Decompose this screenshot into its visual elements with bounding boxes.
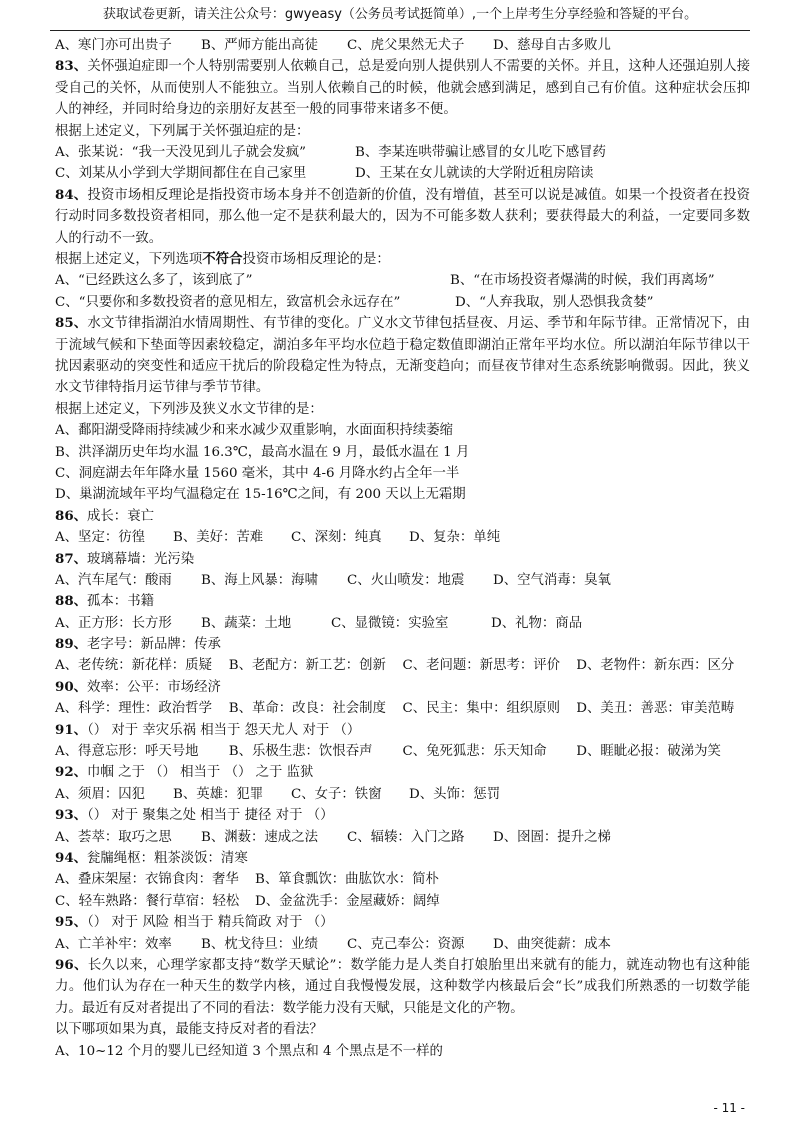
question-number: 95、 — [55, 914, 88, 931]
option-c: C、虎父果然无犬子 — [347, 38, 465, 53]
text-segment: 投资市场相反理论的是： — [242, 252, 390, 267]
question-paragraph — [55, 185, 750, 249]
option-c: C、深刻：纯真 — [291, 530, 382, 546]
option-a: A、荟萃：取巧之思 — [55, 829, 172, 845]
question-stem — [55, 720, 750, 741]
option-row — [55, 570, 750, 591]
question-number: 92、 — [55, 764, 88, 781]
question-paragraph — [55, 56, 750, 120]
question-stem — [55, 506, 750, 527]
option-c: C、民主：集中：组织原则 — [402, 701, 561, 717]
option-d: D、囹圄：提升之梯 — [493, 829, 611, 845]
option-b: B、枕戈待旦：业绩 — [201, 936, 318, 952]
option-b: B、乐极生悲：饮恨吞声 — [228, 744, 373, 760]
question-stem — [55, 912, 750, 933]
option-b: B、“在市场投资者爆满的时候，我们再离场” — [450, 273, 715, 289]
option-c: C、克己奉公：资源 — [347, 936, 465, 952]
question-number: 86、 — [55, 507, 88, 524]
option-c: C、兔死狐悲：乐天知命 — [402, 744, 547, 760]
question-text: 老字号：新品牌：传承 — [87, 637, 221, 653]
option-row — [55, 827, 750, 848]
question-text: 成长：衰亡 — [87, 508, 154, 524]
option-a: A、张某说：“我一天没见到儿子就会发疯” — [55, 145, 307, 160]
option-row — [55, 613, 750, 634]
text-line: C、洞庭湖去年年降水量 1560 毫米，其中 4-6 月降水约占全年一半 — [55, 465, 460, 481]
header-text: 获取试卷更新，请关注公众号：gwyeasy（公务员考试挺简单）,一个上岸考生分享经验和答疑的平台。 — [102, 7, 698, 22]
document-body — [55, 35, 750, 1062]
option-b: B、美好：苦难 — [173, 530, 264, 546]
text-line: A、10~12 个月的婴儿已经知道 3 个黑点和 4 个黑点是不一样的 — [55, 1043, 443, 1059]
option-b: B、严师方能出高徒 — [201, 38, 318, 53]
question-stem — [55, 634, 750, 655]
option-b: D、“人弃我取，别人恐惧我贪婪” — [455, 294, 654, 310]
question-text: （） 对于 幸灾乐祸 相当于 怨天尤人 对于 （） — [87, 722, 361, 738]
option-c: C、显微镜：实验室 — [331, 615, 449, 631]
option-row — [55, 292, 750, 313]
option-row — [55, 741, 750, 762]
option-row — [55, 142, 750, 163]
question-stem — [55, 549, 750, 570]
question-number: 90、 — [55, 678, 88, 695]
question-paragraph — [55, 955, 750, 1019]
option-b: B、蔬菜：土地 — [201, 615, 292, 631]
option-row — [55, 934, 750, 955]
option-row — [55, 270, 750, 291]
option-row — [55, 784, 750, 805]
question-number: 88、 — [55, 593, 88, 610]
option-a: A、老传统：新花样：质疑 — [55, 658, 212, 674]
option-d: D、复杂：单纯 — [409, 530, 501, 546]
text-line: 以下哪项如果为真，最能支持反对者的看法？ — [55, 1022, 323, 1038]
question-text: 效率：公平：市场经济 — [87, 679, 221, 695]
option-row — [55, 869, 750, 890]
question-number: 89、 — [55, 636, 88, 653]
option-c: C、辐辏：入门之路 — [347, 829, 465, 845]
question-number: 85、 — [55, 315, 88, 332]
option-b: D、王某在女儿就读的大学附近租房陪读 — [355, 166, 594, 182]
option-d: D、睚眦必报：破涕为笑 — [576, 744, 721, 760]
option-a: A、“已经跌这么多了，该到底了” — [55, 273, 253, 289]
question-stem — [55, 762, 750, 783]
question-number: 83、 — [55, 58, 88, 75]
option-c: C、女子：铁窗 — [291, 786, 382, 802]
option-d: D、美丑：善恶：审美范畴 — [576, 701, 735, 717]
option-b: B、老配方：新工艺：创新 — [228, 658, 386, 674]
option-b: B、箪食瓢饮：曲肱饮水：简朴 — [255, 872, 439, 888]
page-header — [0, 0, 800, 30]
option-row — [55, 655, 750, 676]
question-text: （） 对于 聚集之处 相当于 捷径 对于 （） — [87, 808, 334, 824]
option-row — [55, 163, 750, 184]
text-line: D、巢湖流域年平均气温稳定在 15-16℃之间，有 200 天以上无霜期 — [55, 487, 466, 503]
option-a: A、寒门亦可出贵子 — [55, 38, 172, 53]
option-a: C、刘某从小学到大学期间都住在自己家里 — [55, 166, 307, 182]
option-d: D、慈母自古多败儿 — [493, 38, 611, 53]
question-text: 关怀强迫症即一个人特别需要别人依赖自己，总是爱向别人提供别人不需要的关怀。并且，这种人还强迫别人接受自己的关怀，从而使别人不能独立。当别人依赖自己的时候，他就会感到满足，感到自己有价值。这种症状会压抑人的神经，并同时给身边的亲朋好友甚至一般的同事带来诸多不便。 — [55, 59, 750, 118]
option-d: D、头饰：惩罚 — [409, 786, 501, 802]
option-a: C、“只要你和多数投资者的意见相左，致富机会永远存在” — [55, 294, 401, 310]
question-number: 87、 — [55, 550, 88, 567]
question-text: （） 对于 风险 相当于 精兵简政 对于 （） — [87, 915, 334, 931]
question-text: 长久以来，心理学家都支持“数学天赋论”：数学能力是人类自打娘胎里出来就有的能力，就连动物也有这种能力。他们认为存在一种天生的数学内核，通过自我慢慢发展，这种数学内核最后会“长”成我们所熟悉的一切数学能力。最近有反对者提出了不同的看法：数学能力没有天赋，只能是文化的产物。 — [55, 957, 750, 1016]
option-d: D、老物件：新东西：区分 — [576, 658, 735, 674]
question-text: 瓮牖绳枢：粗茶淡饭：清寒 — [87, 851, 248, 866]
question-text: 巾帼 之于 （） 相当于 （） 之于 监狱 — [87, 765, 314, 781]
option-row — [55, 35, 750, 56]
option-row — [55, 891, 750, 912]
option-b: B、海上风暴：海啸 — [201, 572, 318, 588]
header-rule — [50, 30, 750, 31]
question-stem — [55, 848, 750, 869]
option-d: D、空气消毒：臭氧 — [493, 572, 611, 588]
option-a: A、叠床架屋：衣锦食肉：奢华 — [55, 872, 239, 888]
text-line — [55, 249, 750, 270]
question-text: 投资市场相反理论是指投资市场本身并不创造新的价值，没有增值，甚至可以说是减值。如果一个投资者在投资行动时同多数投资者相同，那么他一定不是获利最大的，因为不可能多数人获利；要获得最大的利益，一定要同多数人的行动不一致。 — [55, 187, 750, 246]
text-line: B、洪泽湖历史年均水温 16.3℃，最高水温在 9 月，最低水温在 1 月 — [55, 444, 470, 460]
question-text: 孤本：书籍 — [87, 594, 154, 610]
option-b: B、英雄：犯罪 — [173, 786, 264, 802]
question-text: 水文节律指湖泊水情周期性、有节律的变化。广义水文节律包括昼夜、月运、季节和年际节律。正常情况下，由于流域气候和下垫面等因素较稳定，湖泊多年平均水位趋于稳定数值即湖泊正常年平均水位。所以湖泊年际节律以干扰因素驱动的突变性和适应干扰后的阶段稳定性为特点，无渐变趋向；而昼夜节律对生态系统影响微弱。因此，狭义水文节律特指月运节律与季节节律。 — [55, 316, 750, 396]
option-row — [55, 527, 750, 548]
text-line: 根据上述定义，下列属于关怀强迫症的是： — [55, 123, 310, 139]
question-number: 94、 — [55, 850, 88, 866]
option-a: A、汽车尾气：酸雨 — [55, 572, 172, 588]
option-b: B、革命：改良：社会制度 — [228, 701, 386, 717]
option-d: D、曲突徙薪：成本 — [493, 936, 611, 952]
question-paragraph — [55, 313, 750, 399]
option-a: A、须眉：囚犯 — [55, 786, 146, 802]
question-number: 91、 — [55, 721, 88, 738]
question-stem — [55, 677, 750, 698]
option-row — [55, 698, 750, 719]
question-stem — [55, 805, 750, 826]
question-number: 84、 — [55, 186, 88, 203]
option-b: B、渊薮：速成之法 — [201, 829, 318, 845]
option-c: C、火山喷发：地震 — [347, 572, 465, 588]
question-text: 玻璃幕墙：光污染 — [87, 551, 195, 567]
question-number: 93、 — [55, 807, 88, 824]
option-a: A、正方形：长方形 — [55, 615, 172, 631]
option-a: A、得意忘形：呼天号地 — [55, 744, 199, 760]
option-b: B、李某连哄带骗让感冒的女儿吃下感冒药 — [355, 145, 606, 160]
option-c: C、老问题：新思考：评价 — [402, 658, 561, 674]
option-b: D、金盆洗手：金屋藏娇：阔绰 — [255, 893, 440, 909]
text-segment: 根据上述定义，下列选项 — [55, 252, 203, 267]
text-line: 根据上述定义，下列涉及狭义水文节律的是： — [55, 401, 323, 417]
option-a: A、科学：理性：政治哲学 — [55, 701, 212, 717]
emphasis-text: 不符合 — [202, 251, 243, 267]
option-a: A、坚定：彷徨 — [55, 530, 146, 546]
text-line: A、鄱阳湖受降雨持续减少和来水减少双重影响，水面面积持续萎缩 — [55, 423, 453, 439]
page-number: - 11 - — [713, 1101, 745, 1115]
question-stem — [55, 591, 750, 612]
option-a: C、轻车熟路：餐行草宿：轻松 — [55, 893, 240, 909]
option-a: A、亡羊补牢：效率 — [55, 936, 172, 952]
option-d: D、礼物：商品 — [491, 615, 583, 631]
question-number: 96、 — [55, 956, 88, 973]
